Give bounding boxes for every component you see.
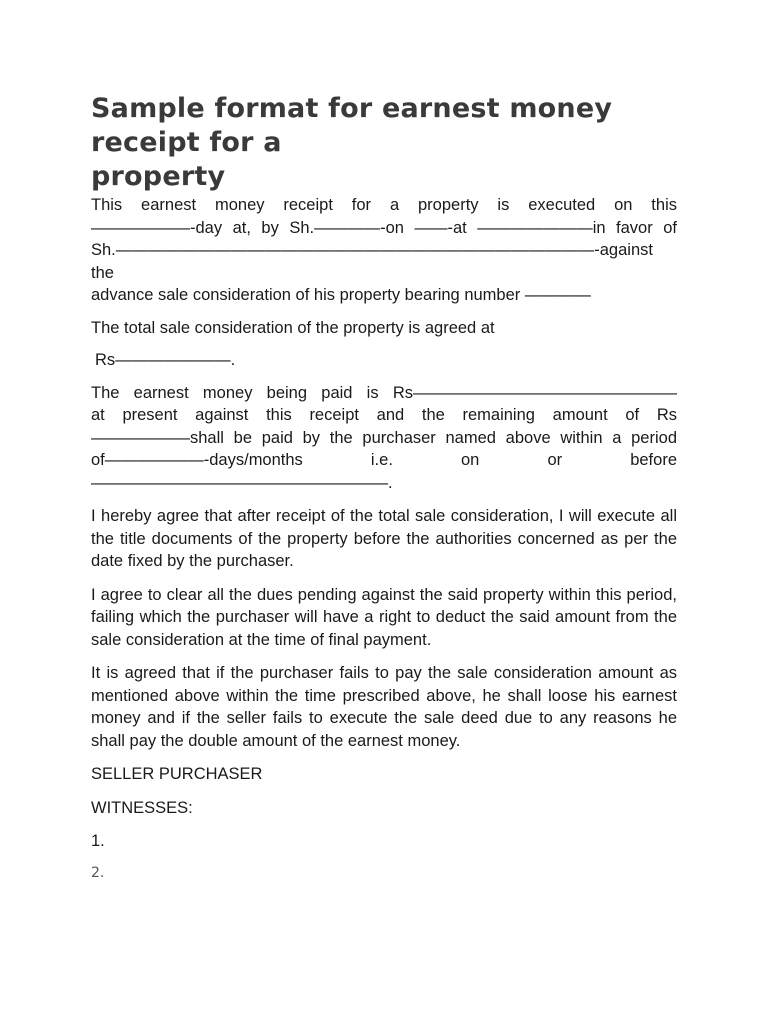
title-line: receipt for a	[91, 127, 282, 158]
paragraph-line: advance sale consideration of his property bearing number ————	[91, 286, 591, 304]
witness-2: 2.	[91, 864, 105, 881]
witnesses-label: WITNESSES:	[91, 798, 193, 817]
paragraph-line: of——————-days/months i.e. on or before	[91, 451, 677, 469]
paragraph-title-documents: I hereby agree that after receipt of the total sale consideration, I will execute all the title documents of the property before the authorities concerned as per the date fixed by the purchaser.	[91, 507, 677, 570]
paragraph-clear-dues: I agree to clear all the dues pending against the said property within this period, failing which the purchaser will have a right to deduct the said amount from the sale consideration at the time of final payment.	[91, 585, 677, 649]
paragraph-total-amount: Rs———————.	[95, 351, 236, 369]
paragraph-line: This earnest money receipt for a property is executed on this	[91, 196, 677, 214]
title-line: Sample format for earnest money	[91, 93, 613, 124]
paragraph-execution	[91, 194, 677, 307]
paragraph-line: The earnest money being paid is Rs————————————————	[91, 383, 677, 402]
signatures-line: SELLER PURCHASER	[91, 765, 263, 783]
witness-1: 1.	[91, 832, 105, 850]
title-line: property	[91, 161, 226, 192]
document-title	[91, 92, 677, 194]
paragraph-earnest-money	[91, 382, 677, 495]
paragraph-total-consideration: The total sale consideration of the property is agreed at	[91, 318, 495, 337]
document-page	[91, 92, 677, 898]
paragraph-line: ——————-day at, by Sh.————-on ——-at ———————in favor of	[91, 218, 677, 237]
paragraph-line: at present against this receipt and the remaining amount of Rs	[91, 406, 677, 424]
paragraph-line: ——————————————————.	[91, 473, 393, 492]
paragraph-line: Sh.—————————————————————————————-against the	[91, 241, 653, 282]
paragraph-line: ——————shall be paid by the purchaser named above within a period	[91, 428, 677, 447]
paragraph-default-terms: It is agreed that if the purchaser fails to pay the sale consideration amount as mentioned above within the time prescribed above, he shall loose his earnest money and if the seller fails to execute the sale deed due to any reasons he shall pay the double amount of the earnest money.	[91, 664, 677, 750]
